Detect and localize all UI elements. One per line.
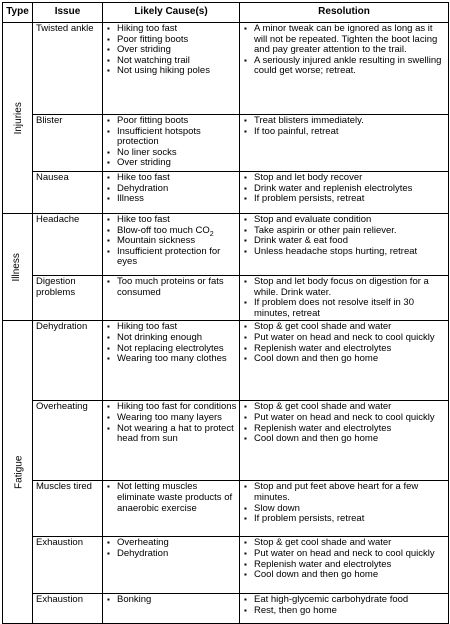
cause-cell bbox=[103, 172, 240, 214]
type-cell bbox=[3, 214, 33, 321]
cause-text: Dehydration bbox=[117, 547, 169, 559]
resolution-item: ▪ Unless headache stops hurting, retreat bbox=[254, 247, 446, 258]
cause-text: Not using hiking poles bbox=[117, 65, 210, 77]
resolution-list bbox=[242, 482, 446, 524]
resolution-cell bbox=[240, 23, 449, 115]
resolution-item: ▪ Drink water & eat food bbox=[254, 236, 446, 247]
issue-cell: Headache bbox=[33, 214, 103, 276]
resolution-item: ▪ Stop & get cool shade and water bbox=[254, 402, 446, 413]
issue-cell: Twisted ankle bbox=[33, 23, 103, 115]
cause-text: Not replacing electrolytes bbox=[117, 342, 224, 354]
resolution-item: ▪ Eat high-glycemic carbohydrate food bbox=[254, 595, 446, 606]
resolution-item: ▪ Replenish water and electrolytes bbox=[254, 560, 446, 571]
resolution-list bbox=[242, 277, 446, 319]
table-row bbox=[3, 401, 449, 481]
issue-cell: Exhaustion bbox=[33, 537, 103, 594]
table-row bbox=[3, 321, 449, 401]
resolution-item: ▪ Put water on head and neck to cool quickly bbox=[254, 333, 446, 344]
cause-list bbox=[105, 116, 237, 169]
resolution-item: ▪ Replenish water and electrolytes bbox=[254, 344, 446, 355]
cause-list bbox=[105, 322, 237, 364]
cause-text: Over striding bbox=[117, 44, 171, 56]
cause-text: Hike too fast bbox=[117, 214, 170, 225]
type-cell bbox=[3, 321, 33, 624]
header-cause: Likely Cause(s) bbox=[103, 3, 240, 23]
issue-cell: Exhaustion bbox=[33, 594, 103, 624]
cause-text: Not letting muscles eliminate waste products of anaerobic exercise bbox=[117, 481, 233, 514]
issue-cell: Dehydration bbox=[33, 321, 103, 401]
cause-text: Blow-off too much CO bbox=[117, 224, 210, 236]
issue-cell: Blister bbox=[33, 115, 103, 172]
issue-cell: Muscles tired bbox=[33, 481, 103, 537]
resolution-item: ▪ Rest, then go home bbox=[254, 606, 446, 617]
table-row bbox=[3, 594, 449, 624]
resolution-cell bbox=[240, 401, 449, 481]
resolution-item: ▪ Treat blisters immediately. bbox=[254, 116, 446, 127]
cause-cell bbox=[103, 115, 240, 172]
table-row bbox=[3, 276, 449, 321]
cause-list bbox=[105, 173, 237, 205]
table-body bbox=[3, 23, 449, 624]
resolution-cell bbox=[240, 214, 449, 276]
cause-cell bbox=[103, 401, 240, 481]
cause-text: Insufficient protection for eyes bbox=[117, 245, 221, 268]
resolution-cell bbox=[240, 276, 449, 321]
cause-text: Hiking too fast bbox=[117, 23, 178, 34]
resolution-item: ▪ Take aspirin or other pain reliever. bbox=[254, 226, 446, 237]
header-resolution: Resolution bbox=[240, 3, 449, 23]
cause-text: Dehydration bbox=[117, 182, 169, 194]
cause-item bbox=[117, 595, 237, 606]
resolution-item: ▪ Put water on head and neck to cool quickly bbox=[254, 549, 446, 560]
resolution-list bbox=[242, 116, 446, 137]
type-cell bbox=[3, 23, 33, 214]
issue-cell: Digestion problems bbox=[33, 276, 103, 321]
table-row bbox=[3, 115, 449, 172]
header-issue: Issue bbox=[33, 3, 103, 23]
resolution-cell bbox=[240, 594, 449, 624]
resolution-list bbox=[242, 24, 446, 77]
cause-item bbox=[117, 424, 237, 445]
type-label: Illness bbox=[11, 253, 23, 282]
issue-cell: Nausea bbox=[33, 172, 103, 214]
resolution-cell bbox=[240, 115, 449, 172]
cause-text: Over striding bbox=[117, 157, 171, 169]
header-type: Type bbox=[3, 3, 33, 23]
cause-cell bbox=[103, 594, 240, 624]
cause-item bbox=[117, 247, 237, 268]
resolution-item: ▪ If problem persists, retreat bbox=[254, 194, 446, 205]
resolution-item: ▪ Cool down and then go home bbox=[254, 354, 446, 365]
resolution-item: ▪ Put water on head and neck to cool quickly bbox=[254, 413, 446, 424]
cause-list bbox=[105, 215, 237, 268]
cause-text: Hiking too fast for conditions bbox=[117, 401, 237, 413]
cause-item bbox=[117, 549, 237, 560]
resolution-item: ▪ Stop and let body recover bbox=[254, 173, 446, 184]
issue-cell: Overheating bbox=[33, 401, 103, 481]
cause-text: Hike too fast bbox=[117, 172, 170, 183]
cause-text: Wearing too many clothes bbox=[117, 353, 227, 365]
cause-item bbox=[117, 482, 237, 514]
cause-cell bbox=[103, 321, 240, 401]
resolution-item: ▪ Stop & get cool shade and water bbox=[254, 322, 446, 333]
table-row bbox=[3, 172, 449, 214]
resolution-cell bbox=[240, 321, 449, 401]
resolution-item: ▪ Stop and put feet above heart for a few minutes. bbox=[254, 482, 446, 503]
resolution-item: ▪ A seriously injured ankle resulting in swelling could get worse; retreat. bbox=[254, 56, 446, 77]
cause-cell bbox=[103, 276, 240, 321]
cause-text: Hiking too fast bbox=[117, 321, 178, 333]
cause-text: Poor fitting boots bbox=[117, 33, 189, 45]
cause-text: Overheating bbox=[117, 537, 169, 549]
cause-text: Not watching trail bbox=[117, 54, 190, 66]
resolution-item: ▪ A minor tweak can be ignored as long as it will not be repeated. Tighten the boot lacing and pay greater attention to the trail. bbox=[254, 24, 446, 56]
resolution-item: ▪ Stop and evaluate condition bbox=[254, 215, 446, 226]
table-row bbox=[3, 481, 449, 537]
header-row bbox=[3, 3, 449, 23]
cause-text: Mountain sickness bbox=[117, 235, 196, 247]
resolution-list bbox=[242, 215, 446, 257]
cause-text: Insufficient hotspots protection bbox=[117, 125, 201, 148]
resolution-item: ▪ Replenish water and electrolytes bbox=[254, 424, 446, 435]
cause-text: Not wearing a hat to protect head from sun bbox=[117, 422, 234, 445]
resolution-list bbox=[242, 173, 446, 205]
cause-text: Illness bbox=[117, 193, 144, 205]
cause-text: Wearing too many layers bbox=[117, 411, 222, 423]
resolution-list bbox=[242, 402, 446, 444]
resolution-item: ▪ If problem does not resolve itself in 30 minutes, retreat bbox=[254, 298, 446, 319]
cause-text: Bonking bbox=[117, 594, 152, 606]
cause-item bbox=[117, 277, 237, 298]
resolution-item: ▪ Cool down and then go home bbox=[254, 570, 446, 581]
cause-list bbox=[105, 482, 237, 514]
table-row bbox=[3, 23, 449, 115]
cause-item bbox=[117, 158, 237, 169]
table-row bbox=[3, 214, 449, 276]
cause-text: Too much proteins or fats consumed bbox=[117, 276, 224, 298]
cause-item bbox=[117, 66, 237, 77]
cause-list bbox=[105, 24, 237, 77]
cause-text: Not drinking enough bbox=[117, 331, 203, 343]
resolution-cell bbox=[240, 172, 449, 214]
co2-subscript: 2 bbox=[209, 230, 214, 238]
type-label: Fatigue bbox=[13, 455, 25, 490]
table-row bbox=[3, 537, 449, 594]
cause-text: Poor fitting boots bbox=[117, 115, 189, 126]
cause-list bbox=[105, 277, 237, 298]
cause-item bbox=[117, 354, 237, 365]
resolution-item: ▪ If problem persists, retreat bbox=[254, 514, 446, 525]
cause-item bbox=[117, 194, 237, 205]
cause-list bbox=[105, 595, 237, 606]
resolution-item: ▪ If too painful, retreat bbox=[254, 127, 446, 138]
resolution-cell bbox=[240, 481, 449, 537]
resolution-cell bbox=[240, 537, 449, 594]
cause-text: No liner socks bbox=[117, 146, 177, 158]
cause-cell bbox=[103, 481, 240, 537]
cause-list bbox=[105, 402, 237, 444]
cause-item bbox=[117, 127, 237, 148]
type-label: Injuries bbox=[12, 101, 24, 135]
cause-cell bbox=[103, 23, 240, 115]
resolution-list bbox=[242, 595, 446, 616]
cause-cell bbox=[103, 214, 240, 276]
resolution-list bbox=[242, 538, 446, 580]
cause-cell bbox=[103, 537, 240, 594]
resolution-item: ▪ Stop and let body focus on digestion for a while. Drink water. bbox=[254, 277, 446, 298]
hiking-issues-table bbox=[2, 2, 449, 624]
cause-list bbox=[105, 538, 237, 559]
resolution-item: ▪ Drink water and replenish electrolytes bbox=[254, 184, 446, 195]
resolution-item: ▪ Slow down bbox=[254, 504, 446, 515]
resolution-list bbox=[242, 322, 446, 364]
resolution-item: ▪ Stop & get cool shade and water bbox=[254, 538, 446, 549]
resolution-item: ▪ Cool down and then go home bbox=[254, 434, 446, 445]
